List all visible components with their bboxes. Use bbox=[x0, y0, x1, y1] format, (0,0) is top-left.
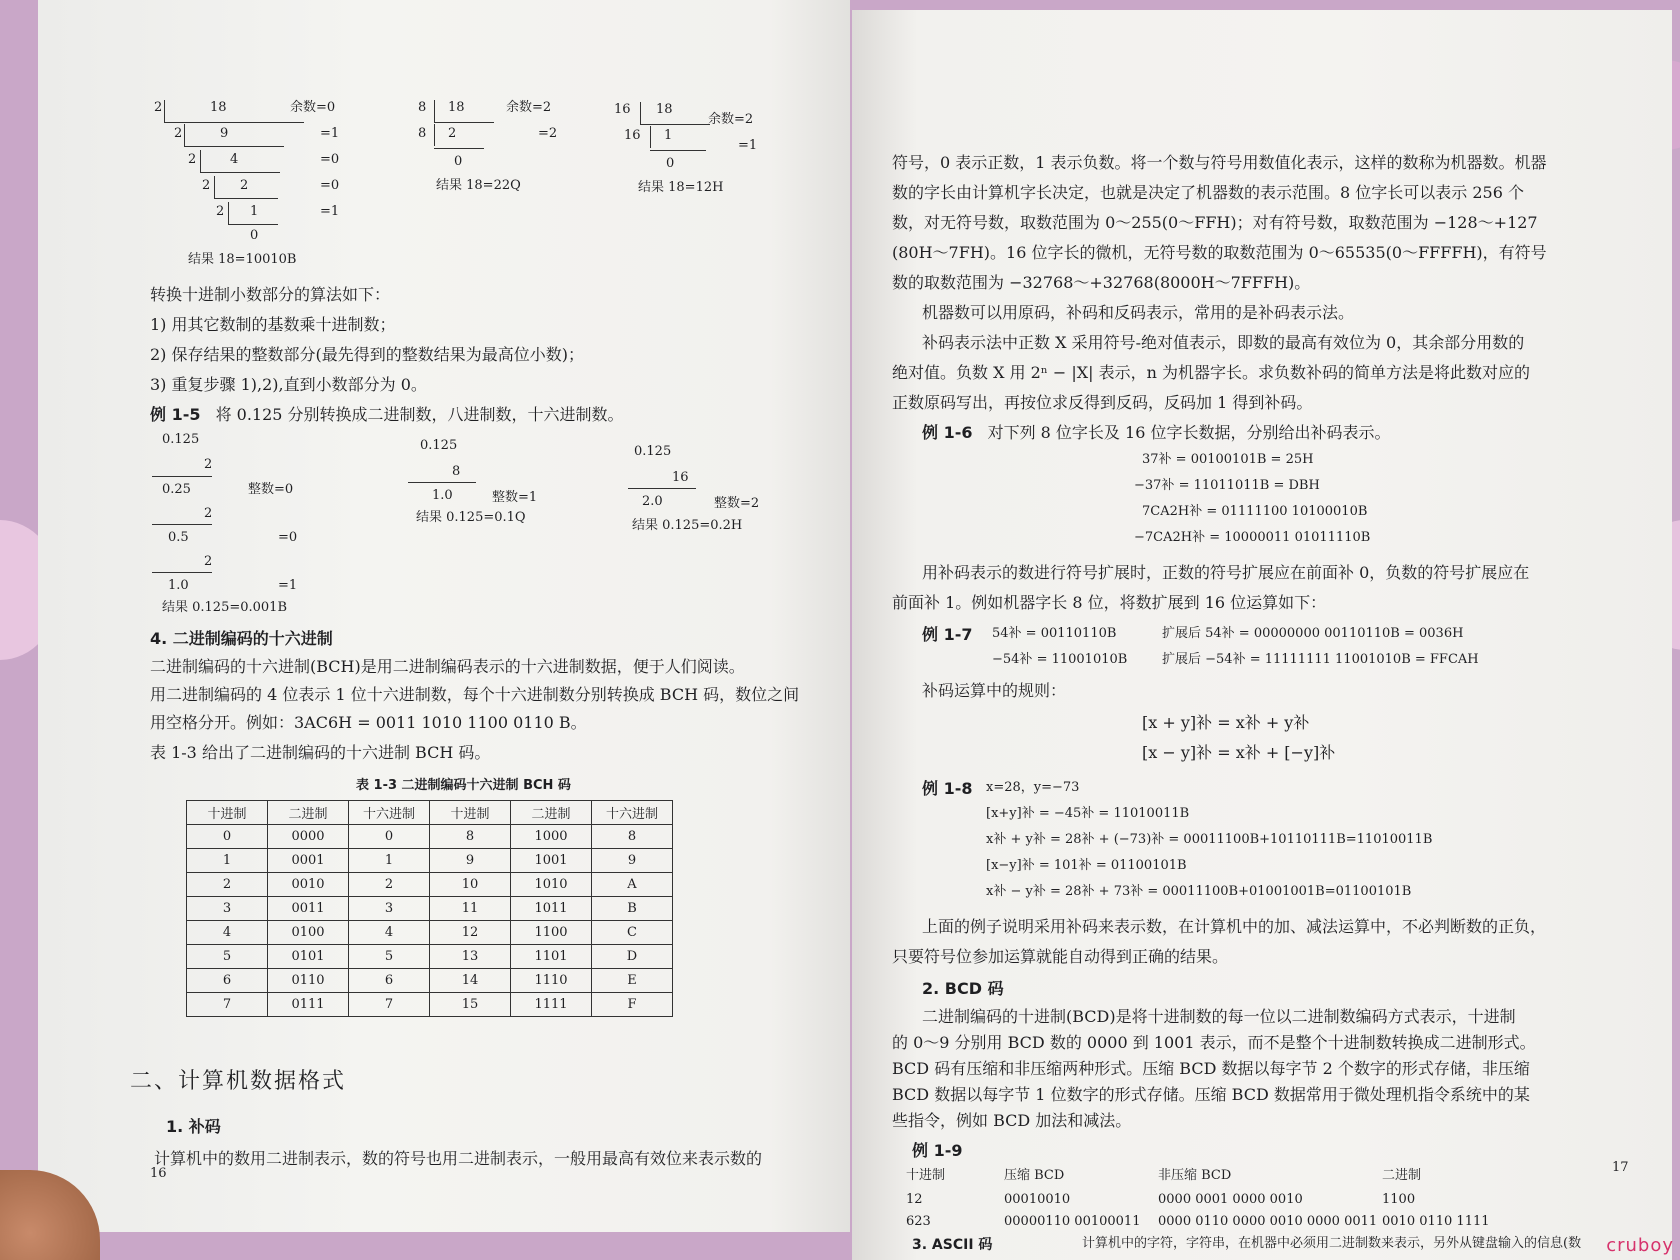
dividend: 18 bbox=[656, 102, 673, 117]
paragraph-line: BCD 码有压缩和非压缩两种形式。压缩 BCD 数据以每字节 2 个数字的形式存储，非压缩 bbox=[892, 1059, 1530, 1078]
quotient: 9 bbox=[220, 126, 229, 141]
mul-line: 8 bbox=[452, 464, 461, 479]
divisor: 8 bbox=[418, 126, 427, 141]
quotient: 4 bbox=[230, 152, 239, 167]
divisor: 8 bbox=[418, 100, 427, 115]
mul-line: 0.125 bbox=[634, 444, 672, 459]
table-cell: 0100 bbox=[268, 921, 349, 945]
paragraph: 二进制编码的十六进制(BCH)是用二进制编码表示的十六进制数据，便于人们阅读。 bbox=[150, 657, 745, 676]
table-cell: 6 bbox=[349, 969, 430, 993]
divisor: 2 bbox=[174, 126, 183, 141]
chapter-section-title: 二、计算机数据格式 bbox=[130, 1069, 347, 1094]
table-header: 十进制 bbox=[187, 801, 268, 825]
watermark: cruboy bbox=[1606, 1235, 1674, 1256]
result: 结果 0.125=0.1Q bbox=[416, 510, 526, 525]
table-header-row bbox=[187, 801, 673, 825]
example-text: 对下列 8 位字长及 16 位字长数据，分别给出补码表示。 bbox=[987, 423, 1391, 442]
example-header: 二进制 bbox=[1382, 1168, 1422, 1183]
example-header: 非压缩 BCD bbox=[1158, 1168, 1232, 1183]
example-cell: 12 bbox=[906, 1192, 923, 1207]
paragraph-line: 绝对值。负数 X 用 2ⁿ − |X| 表示，n 为机器字长。求负数补码的简单方法是将此数对应的 bbox=[892, 363, 1530, 382]
table-row bbox=[187, 969, 673, 993]
paragraph-line: 数，对无符号数，取数范围为 0～255(0～FFH)；对有符号数，取数范围为 −128～+127 bbox=[892, 213, 1538, 232]
remainder: =2 bbox=[538, 126, 558, 141]
example-label: 例 1-8 bbox=[922, 779, 973, 798]
table-cell: 0101 bbox=[268, 945, 349, 969]
table-cell: A bbox=[592, 873, 673, 897]
paragraph-line: 二进制编码的十进制(BCD)是将十进制数的每一位以二进制数编码方式表示，十进制 bbox=[922, 1007, 1516, 1026]
mul-line: 0.25 bbox=[162, 482, 191, 497]
quotient: 1 bbox=[664, 128, 673, 143]
paragraph-line: 只要符号位参加运算就能自动得到正确的结果。 bbox=[892, 947, 1229, 966]
remainder: =0 bbox=[320, 152, 340, 167]
paragraph: 计算机中的字符，字符串，在机器中必须用二进制数来表示，另外从键盘输入的信息(数 bbox=[1082, 1236, 1582, 1251]
paragraph: 补码运算中的规则： bbox=[922, 681, 1067, 700]
remainder: 余数=2 bbox=[506, 100, 552, 115]
example-1-6 bbox=[922, 420, 1390, 446]
step: 3) 重复步骤 1),2),直到小数部分为 0。 bbox=[150, 375, 427, 394]
table-cell: 13 bbox=[430, 945, 511, 969]
table-cell: C bbox=[592, 921, 673, 945]
paragraph-line: 数的字长由计算机字长决定，也就是决定了机器数的表示范围。8 位字长可以表示 256 个 bbox=[892, 183, 1524, 202]
quotient: 2 bbox=[240, 178, 249, 193]
remainder: =1 bbox=[738, 138, 758, 153]
table-row bbox=[187, 849, 673, 873]
example-label: 例 1-5 bbox=[150, 405, 201, 424]
table-header: 十进制 bbox=[430, 801, 511, 825]
example-line: 扩展后 54补 = 00000000 00110110B = 0036H bbox=[1162, 626, 1464, 641]
example-line: 7CA2H补 = 01111100 10100010B bbox=[1142, 504, 1368, 519]
table-cell: 1 bbox=[187, 849, 268, 873]
table-header: 二进制 bbox=[511, 801, 592, 825]
table-cell: 5 bbox=[349, 945, 430, 969]
table-header: 十六进制 bbox=[349, 801, 430, 825]
step: 2) 保存结果的整数部分(最先得到的整数结果为最高位小数)； bbox=[150, 345, 584, 364]
example-cell: 0000 0001 0000 0010 bbox=[1158, 1192, 1303, 1207]
table-cell: 7 bbox=[349, 993, 430, 1017]
formula: [x − y]补 = x补 + [−y]补 bbox=[1142, 743, 1336, 762]
formula: [x + y]补 = x补 + y补 bbox=[1142, 713, 1310, 732]
paragraph-line: BCD 数据以每字节 1 位数字的形式存储。压缩 BCD 数据常用于微处理机指令系统中的某 bbox=[892, 1085, 1530, 1104]
paragraph-line: 些指令，例如 BCD 加法和减法。 bbox=[892, 1111, 1132, 1130]
mul-line: 1.0 bbox=[432, 488, 453, 503]
example-header: 压缩 BCD bbox=[1004, 1168, 1065, 1183]
table-cell: 8 bbox=[430, 825, 511, 849]
remainder: =0 bbox=[320, 178, 340, 193]
example-line: 扩展后 −54补 = 11111111 11001010B = FFCAH bbox=[1162, 652, 1479, 667]
table-cell: 2 bbox=[349, 873, 430, 897]
integer-part: 整数=1 bbox=[492, 490, 538, 505]
table-row bbox=[187, 897, 673, 921]
table-cell: 8 bbox=[592, 825, 673, 849]
integer-part: =1 bbox=[278, 578, 298, 593]
quotient: 0 bbox=[454, 154, 463, 169]
table-cell: 0010 bbox=[268, 873, 349, 897]
mul-line: 2 bbox=[204, 457, 213, 472]
table-cell: 1000 bbox=[511, 825, 592, 849]
table-cell: 14 bbox=[430, 969, 511, 993]
example-cell: 623 bbox=[906, 1214, 931, 1229]
example-header: 十进制 bbox=[906, 1168, 946, 1183]
paragraph-line: 的 0～9 分别用 BCD 数的 0000 到 1001 表示，而不是整个十进制数转换成二进制形式。 bbox=[892, 1033, 1536, 1052]
example-line: −54补 = 11001010B bbox=[992, 652, 1128, 667]
mul-line: 1.0 bbox=[168, 578, 189, 593]
table-cell: 12 bbox=[430, 921, 511, 945]
table-cell: 0111 bbox=[268, 993, 349, 1017]
paragraph: 表 1-3 给出了二进制编码的十六进制 BCH 码。 bbox=[150, 743, 491, 762]
example-line: x补 + y补 = 28补 + (−73)补 = 00011100B+10110111B=11010011B bbox=[986, 832, 1433, 847]
section-title: 2. BCD 码 bbox=[922, 979, 1004, 998]
remainder: 余数=0 bbox=[290, 100, 336, 115]
table-cell: 1100 bbox=[511, 921, 592, 945]
result: 结果 18=12H bbox=[638, 180, 724, 195]
remainder: =1 bbox=[320, 126, 340, 141]
example-line: [x+y]补 = −45补 = 11010011B bbox=[986, 806, 1190, 821]
mul-line: 2 bbox=[204, 506, 213, 521]
paragraph: 用空格分开。例如：3AC6H = 0011 1010 1100 0110 B。 bbox=[150, 713, 587, 732]
table-row bbox=[187, 921, 673, 945]
right-page bbox=[852, 10, 1672, 1260]
table-cell: 0000 bbox=[268, 825, 349, 849]
example-cell: 00000110 00100011 bbox=[1004, 1214, 1141, 1229]
integer-part: 整数=2 bbox=[714, 496, 760, 511]
divisor: 2 bbox=[154, 100, 163, 115]
paragraph-line: 用补码表示的数进行符号扩展时，正数的符号扩展应在前面补 0，负数的符号扩展应在 bbox=[922, 563, 1530, 582]
example-cell: 0000 0110 0000 0010 0000 0011 bbox=[1158, 1214, 1378, 1229]
mul-line: 2 bbox=[204, 554, 213, 569]
table-row bbox=[187, 945, 673, 969]
result: 结果 0.125=0.001B bbox=[162, 600, 288, 615]
example-line: 37补 = 00100101B = 25H bbox=[1142, 452, 1314, 467]
step: 1) 用其它数制的基数乘十进制数； bbox=[150, 315, 396, 334]
table-cell: 0110 bbox=[268, 969, 349, 993]
remainder: 余数=2 bbox=[708, 112, 754, 127]
table-row bbox=[187, 825, 673, 849]
example-line: x补 − y补 = 28补 + 73补 = 00011100B+01001001B=01100101B bbox=[986, 884, 1412, 899]
table-cell: 0001 bbox=[268, 849, 349, 873]
section-title: 3. ASCII 码 bbox=[912, 1237, 993, 1253]
table-cell: 2 bbox=[187, 873, 268, 897]
example-cell: 0010 0110 1111 bbox=[1382, 1214, 1490, 1229]
result: 结果 18=22Q bbox=[436, 178, 521, 193]
example-label: 例 1-9 bbox=[912, 1141, 963, 1160]
page-number: 16 bbox=[150, 1166, 167, 1181]
table-cell: 0 bbox=[349, 825, 430, 849]
table-row bbox=[187, 993, 673, 1017]
example-line: −37补 = 11011011B = DBH bbox=[1134, 478, 1320, 493]
paragraph-line: 符号，0 表示正数，1 表示负数。将一个数与符号用数值化表示，这样的数称为机器数。机器 bbox=[892, 153, 1547, 172]
paragraph: 用二进制编码的 4 位表示 1 位十六进制数，每个十六进制数分别转换成 BCH 码，数位之间 bbox=[150, 685, 800, 704]
table-row bbox=[187, 873, 673, 897]
remainder: =1 bbox=[320, 204, 340, 219]
result: 结果 18=10010B bbox=[188, 252, 297, 267]
table-cell: 0 bbox=[187, 825, 268, 849]
quotient: 0 bbox=[250, 228, 259, 243]
mul-line: 0.125 bbox=[162, 432, 200, 447]
dividend: 18 bbox=[210, 100, 227, 115]
table-header: 十六进制 bbox=[592, 801, 673, 825]
table-cell: E bbox=[592, 969, 673, 993]
dividend: 18 bbox=[448, 100, 465, 115]
table-cell: 4 bbox=[349, 921, 430, 945]
divisor: 2 bbox=[202, 178, 211, 193]
quotient: 2 bbox=[448, 126, 457, 141]
example-label: 例 1-7 bbox=[922, 625, 973, 644]
table-cell: 15 bbox=[430, 993, 511, 1017]
table-cell: 1 bbox=[349, 849, 430, 873]
paragraph-line: 数的取数范围为 −32768～+32768(8000H～7FFFH)。 bbox=[892, 273, 1311, 292]
left-page bbox=[38, 0, 850, 1232]
table-cell: 1010 bbox=[511, 873, 592, 897]
table-cell: 3 bbox=[349, 897, 430, 921]
mul-line: 0.125 bbox=[420, 438, 458, 453]
divisor: 2 bbox=[188, 152, 197, 167]
table-cell: 0011 bbox=[268, 897, 349, 921]
table-cell: 9 bbox=[430, 849, 511, 873]
table-cell: 4 bbox=[187, 921, 268, 945]
table-cell: 10 bbox=[430, 873, 511, 897]
example-line: 54补 = 00110110B bbox=[992, 626, 1117, 641]
paragraph: 计算机中的数用二进制表示，数的符号也用二进制表示，一般用最高有效位来表示数的 bbox=[154, 1149, 763, 1168]
mul-line: 0.5 bbox=[168, 530, 189, 545]
table-cell: D bbox=[592, 945, 673, 969]
paragraph-line: 补码表示法中正数 X 采用符号-绝对值表示，即数的最高有效位为 0，其余部分用数的 bbox=[922, 333, 1525, 352]
divisor: 16 bbox=[614, 102, 631, 117]
bch-table bbox=[186, 800, 673, 1017]
paragraph-line: 上面的例子说明采用补码来表示数，在计算机中的加、减法运算中，不必判断数的正负， bbox=[922, 917, 1547, 936]
integer-part: =0 bbox=[278, 530, 298, 545]
table-cell: 9 bbox=[592, 849, 673, 873]
subsection-title: 1. 补码 bbox=[166, 1117, 221, 1136]
table-cell: 1011 bbox=[511, 897, 592, 921]
table-cell: 3 bbox=[187, 897, 268, 921]
table-cell: 1111 bbox=[511, 993, 592, 1017]
mul-line: 16 bbox=[672, 470, 689, 485]
paragraph: 机器数可以用原码，补码和反码表示，常用的是补码表示法。 bbox=[922, 303, 1355, 322]
table-cell: 7 bbox=[187, 993, 268, 1017]
example-label: 例 1-6 bbox=[922, 423, 973, 442]
paragraph-line: (80H～7FH)。16 位字长的微机，无符号数的取数范围为 0～65535(0～FFFFH)，有符号 bbox=[892, 243, 1547, 262]
paragraph-line: 正数原码写出，再按位求反得到反码，反码加 1 得到补码。 bbox=[892, 393, 1313, 412]
example-cell: 00010010 bbox=[1004, 1192, 1071, 1207]
divisor: 2 bbox=[216, 204, 225, 219]
divisor: 16 bbox=[624, 128, 641, 143]
table-cell: 1101 bbox=[511, 945, 592, 969]
table-cell: 5 bbox=[187, 945, 268, 969]
table-cell: 1001 bbox=[511, 849, 592, 873]
table-cell: F bbox=[592, 993, 673, 1017]
mul-line: 2.0 bbox=[642, 494, 663, 509]
table-cell: 1110 bbox=[511, 969, 592, 993]
example-cell: 1100 bbox=[1382, 1192, 1416, 1207]
table-cell: B bbox=[592, 897, 673, 921]
integer-part: 整数=0 bbox=[248, 482, 294, 497]
page-number: 17 bbox=[1612, 1160, 1629, 1175]
example-line: [x−y]补 = 101补 = 01100101B bbox=[986, 858, 1187, 873]
paragraph-line: 前面补 1。例如机器字长 8 位，将数扩展到 16 位运算如下： bbox=[892, 593, 1327, 612]
table-cell: 6 bbox=[187, 969, 268, 993]
table-caption: 表 1-3 二进制编码十六进制 BCH 码 bbox=[356, 778, 571, 793]
table-cell: 11 bbox=[430, 897, 511, 921]
quotient: 0 bbox=[666, 156, 675, 171]
table-header: 二进制 bbox=[268, 801, 349, 825]
example-text: 将 0.125 分别转换成二进制数，八进制数，十六进制数。 bbox=[215, 405, 624, 424]
quotient: 1 bbox=[250, 204, 259, 219]
result: 结果 0.125=0.2H bbox=[632, 518, 743, 533]
section-title: 4. 二进制编码的十六进制 bbox=[150, 629, 333, 648]
paragraph: 转换十进制小数部分的算法如下： bbox=[150, 285, 391, 304]
example-1-5 bbox=[150, 402, 624, 428]
example-line: −7CA2H补 = 10000011 01011110B bbox=[1134, 530, 1371, 545]
example-line: x=28，y=−73 bbox=[986, 780, 1080, 795]
